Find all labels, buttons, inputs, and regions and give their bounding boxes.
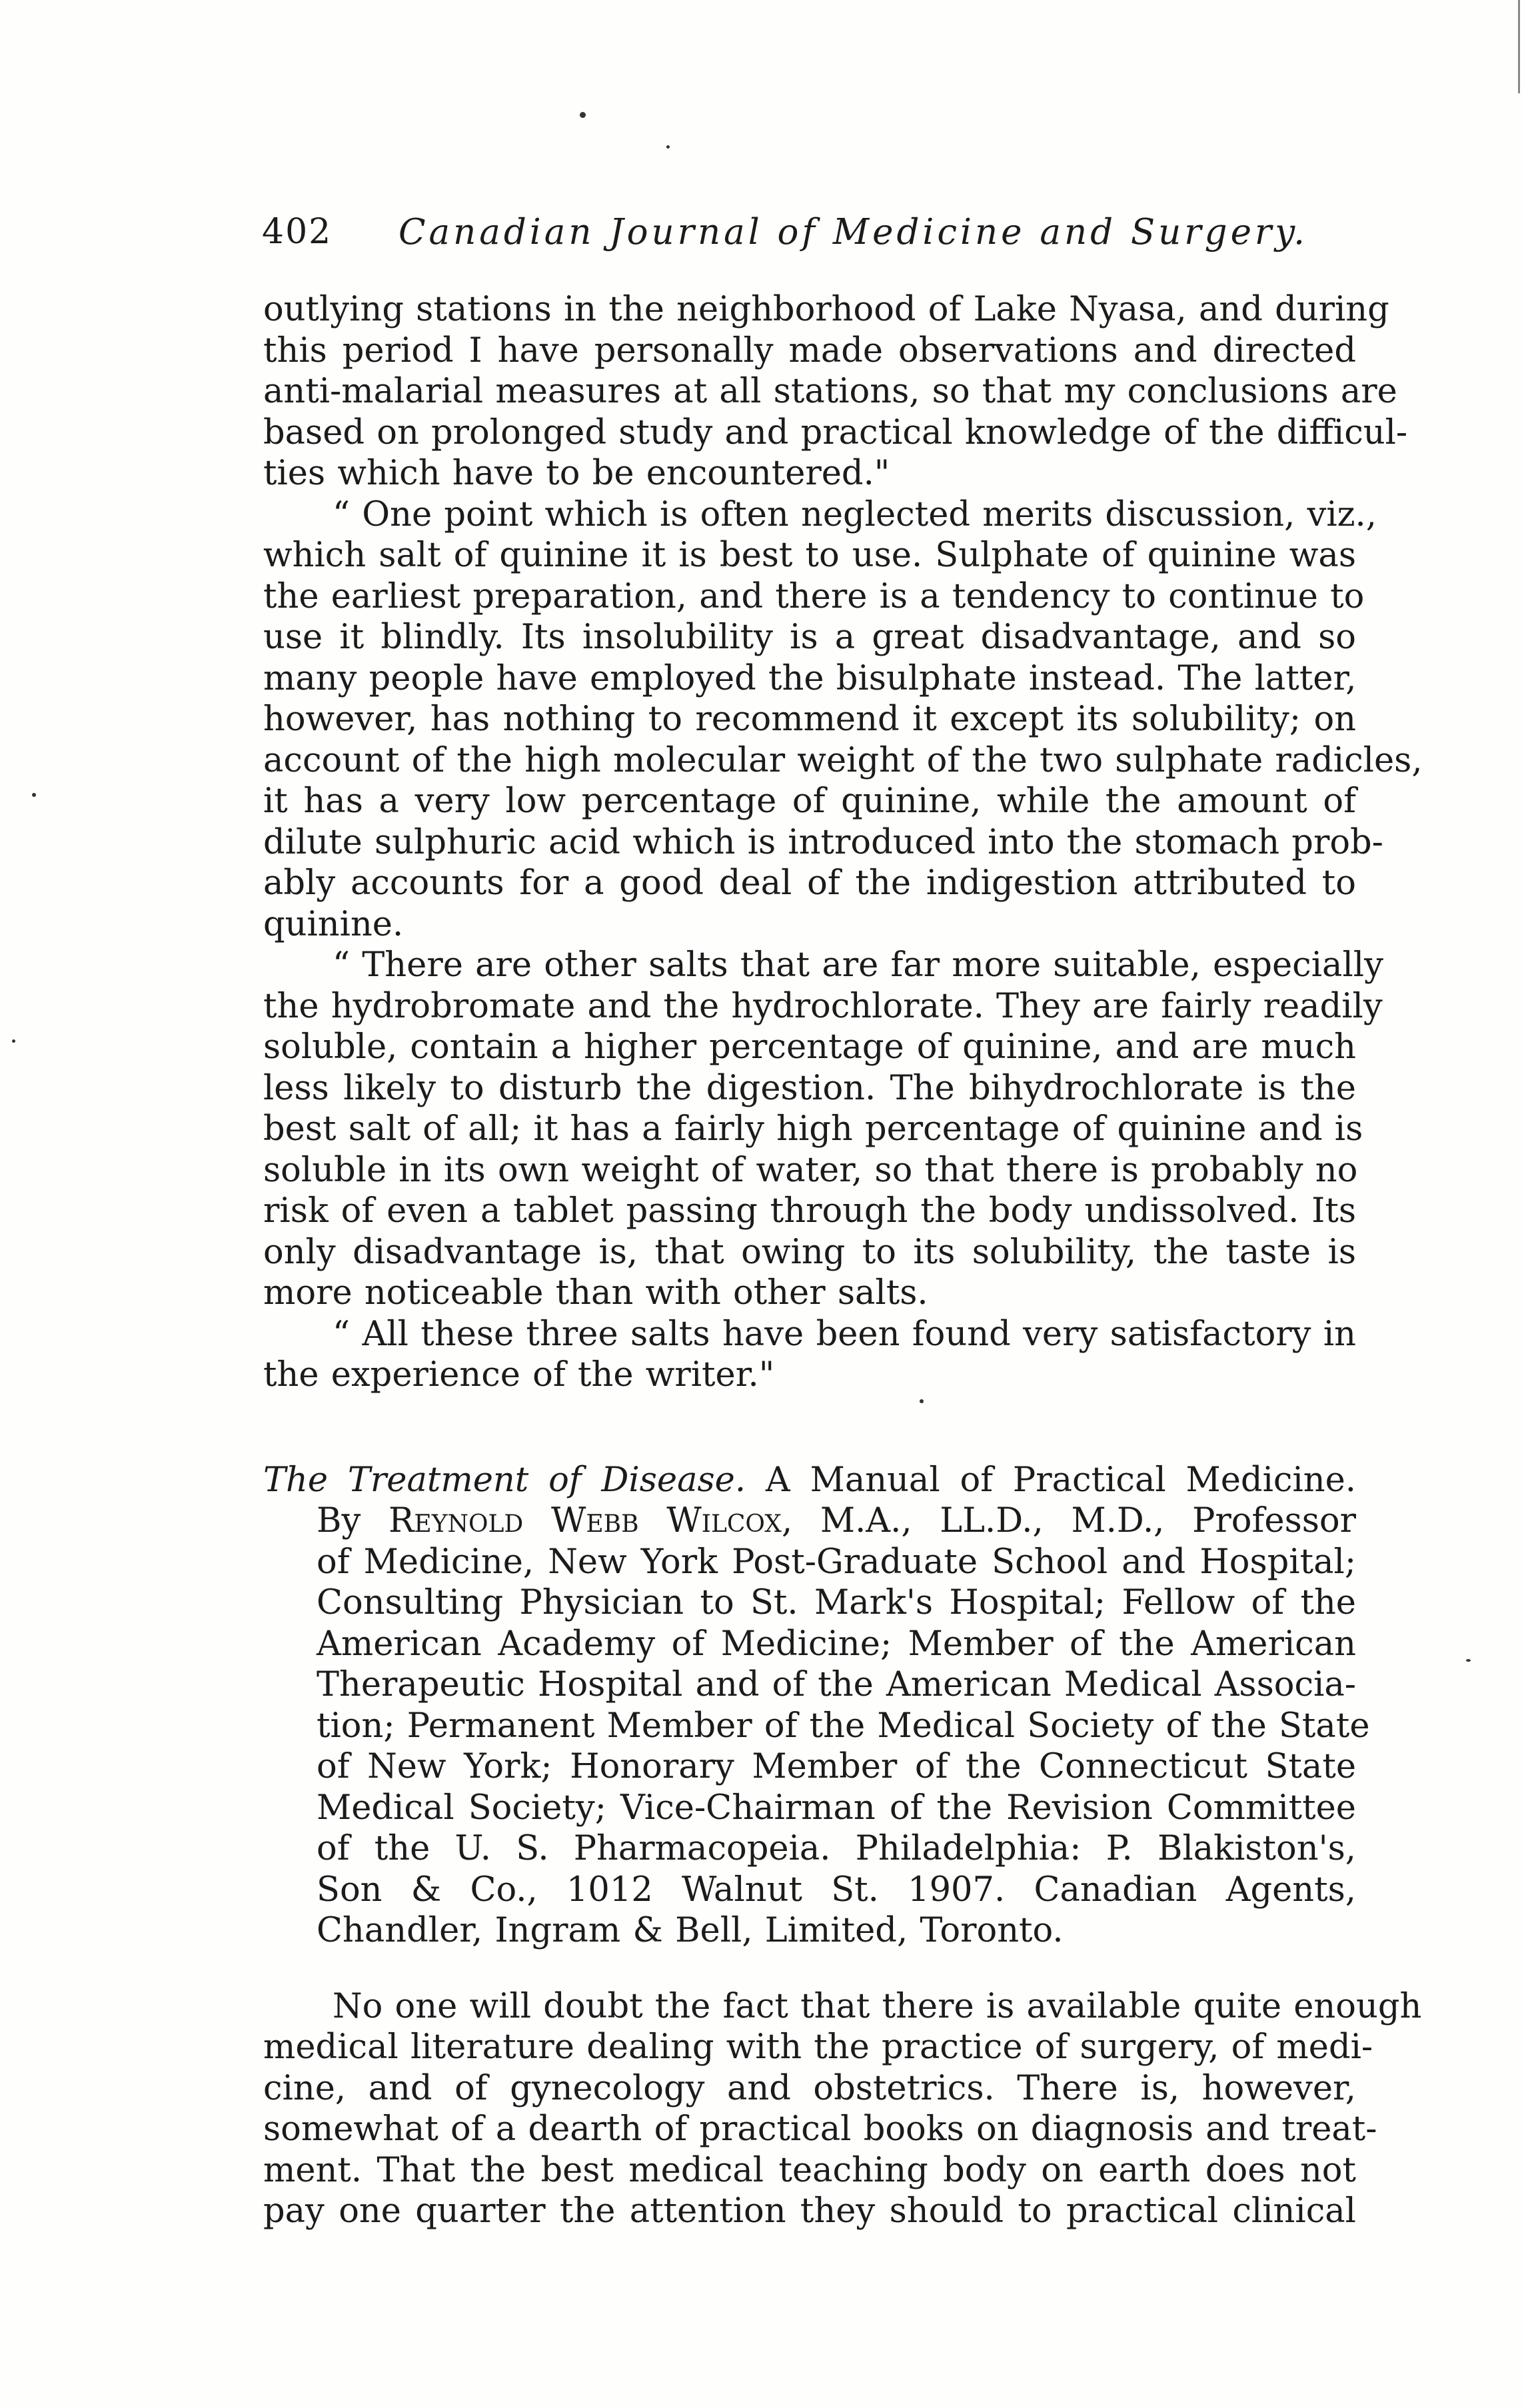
text-line: the hydrobromate and the hydrochlorate. They are fairly readily <box>263 986 1383 1026</box>
text-line: American Academy of Medicine; Member of the American <box>317 1624 1356 1664</box>
text-line: best salt of all; it has a fairly high percentage of quinine and is <box>263 1109 1363 1149</box>
text-line: of Medicine, New York Post-Graduate School and Hospital; <box>317 1542 1356 1582</box>
text-line: this period I have personally made observations and directed <box>263 330 1356 370</box>
paragraph-other-salts <box>263 945 1383 1314</box>
text-line: “ There are other salts that are far more suitable, especially <box>333 945 1383 985</box>
running-title: Canadian Journal of Medicine and Surgery. <box>398 212 1309 253</box>
ink-speck <box>32 793 36 797</box>
text-line: however, has nothing to recommend it except its solubility; on <box>263 700 1356 739</box>
review-by: By <box>317 1501 361 1540</box>
text-line: soluble, contain a higher percentage of quinine, and are much <box>263 1027 1356 1067</box>
text-line: it has a very low percentage of quinine, while the amount of <box>263 782 1356 821</box>
text-column <box>263 289 1423 2232</box>
page-number: 402 <box>262 212 333 252</box>
text-line: ment. That the best medical teaching body on earth does not <box>263 2150 1356 2190</box>
text-line: somewhat of a dearth of practical books on diagnosis and treat- <box>263 2109 1377 2149</box>
paragraph-review-body <box>263 1986 1422 2232</box>
text-line: tion; Permanent Member of the Medical Society of the State <box>317 1706 1370 1746</box>
page-header <box>262 212 1309 265</box>
paragraph-quinine-salts <box>263 494 1423 945</box>
text-line: risk of even a tablet passing through the body undissolved. Its <box>263 1191 1356 1231</box>
text-line: many people have employed the bisulphate instead. The latter, <box>263 658 1357 698</box>
text-line: ably accounts for a good deal of the indigestion attributed to <box>263 864 1356 903</box>
text-line: of New York; Honorary Member of the Connecticut State <box>317 1747 1356 1786</box>
review-book-title: The Treatment of Disease. <box>263 1460 746 1500</box>
ink-speck <box>1466 1659 1471 1662</box>
text-line: less likely to disturb the digestion. The bihydrochlorate is the <box>263 1068 1356 1108</box>
text-line: account of the high molecular weight of the two sulphate radicles, <box>263 740 1423 780</box>
text-line: based on prolonged study and practical knowledge of the difficul- <box>263 412 1408 452</box>
ink-speck <box>666 145 670 149</box>
page-edge-mark <box>1518 0 1520 93</box>
text-line: “ One point which is often neglected merits discussion, viz., <box>333 494 1377 534</box>
text-line: Son & Co., 1012 Walnut St. 1907. Canadian Agents, <box>317 1870 1356 1910</box>
paragraph-conclusion <box>263 1314 1356 1396</box>
text-line: the earliest preparation, and there is a tendency to continue to <box>263 576 1365 616</box>
text-line: No one will doubt the fact that there is available quite enough <box>333 1986 1422 2026</box>
text-line: “ All these three salts have been found very satisfactory in <box>333 1314 1356 1354</box>
section-gap <box>263 1396 1356 1460</box>
ink-speck <box>580 112 586 118</box>
text-line: use it blindly. Its insolubility is a great disadvantage, and so <box>263 618 1356 657</box>
text-line: more noticeable than with other salts. <box>263 1273 928 1313</box>
text-line: quinine. <box>263 904 404 944</box>
text-line: anti-malarial measures at all stations, so that my conclusions are <box>263 372 1397 411</box>
text-line: dilute sulphuric acid which is introduced into the stomach prob- <box>263 822 1383 862</box>
text-line: pay one quarter the attention they should to practical clinical <box>263 2191 1356 2231</box>
text-line: of the U. S. Pharmacopeia. Philadelphia: P. Blakiston's, <box>317 1829 1356 1868</box>
book-review-entry <box>263 1460 1370 1952</box>
review-author-line <box>263 1501 1356 1542</box>
text-line: which salt of quinine it is best to use. Sulphate of quinine was <box>263 536 1356 575</box>
text-line: medical literature dealing with the practice of surgery, of medi- <box>263 2028 1373 2067</box>
review-heading-line <box>263 1460 1356 1501</box>
review-author-credentials: , M.A., LL.D., M.D., Professor <box>781 1501 1356 1540</box>
text-line: ties which have to be encountered." <box>263 454 890 493</box>
text-line: Medical Society; Vice-Chairman of the Revision Committee <box>317 1788 1356 1828</box>
ink-speck <box>12 1039 15 1043</box>
text-line: outlying stations in the neighborhood of Lake Nyasa, and during <box>263 290 1389 329</box>
text-line: Therapeutic Hospital and of the American Medical Associa- <box>317 1665 1356 1704</box>
review-subtitle: A Manual of Practical Medicine. <box>765 1460 1356 1500</box>
text-line: soluble in its own weight of water, so that there is probably no <box>263 1150 1358 1190</box>
text-line: Chandler, Ingram & Bell, Limited, Toronto. <box>317 1911 1064 1950</box>
section-gap <box>263 1952 1356 1986</box>
text-line: the experience of the writer." <box>263 1355 775 1395</box>
text-line: cine, and of gynecology and obstetrics. There is, however, <box>263 2068 1356 2108</box>
text-line: Consulting Physician to St. Mark's Hospital; Fellow of the <box>317 1583 1356 1622</box>
text-line: only disadvantage is, that owing to its solubility, the taste is <box>263 1232 1356 1272</box>
paragraph-continuation <box>263 289 1408 494</box>
review-author-name: Reynold Webb Wilcox <box>388 1501 782 1540</box>
